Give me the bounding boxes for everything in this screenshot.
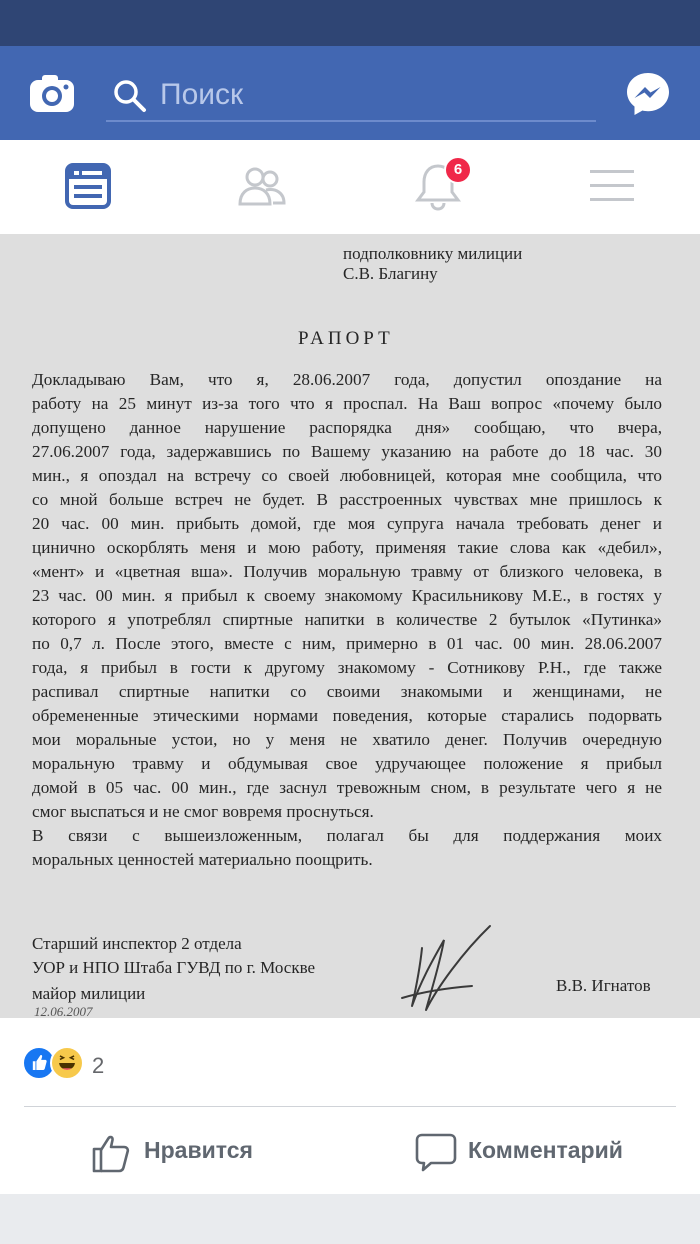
body-line: моральных ценностей материально поощрить. — [32, 850, 373, 869]
body-line: 23 час. 00 мин. я прибыл к своему знакомому Красильникову М.Е., в гостях у — [32, 586, 662, 605]
body-line: по 0,7 л. После этого, вместе с ним, примерно в 01 час. 00 мин. 28.06.2007 — [32, 634, 662, 653]
post-footer — [0, 1018, 700, 1194]
reaction-count: 2 — [92, 1053, 105, 1078]
body-line: допущено данное нарушение распорядка дня» сообщаю, что вчера, — [32, 418, 662, 437]
divider — [24, 1106, 676, 1107]
feed-background — [0, 1194, 700, 1244]
body-line: смог выспаться и не смог вовремя проснуться. — [32, 802, 374, 821]
comment-icon — [414, 1130, 458, 1174]
tab-friends-icon[interactable] — [236, 160, 288, 212]
body-line: 20 час. 00 мин. прибыть домой, где моя супруга начала требовать денег и — [32, 514, 662, 533]
body-line: В связи с вышеизложенным, полагал бы для поддержания моих — [32, 826, 662, 845]
tab-menu-icon[interactable] — [586, 160, 638, 212]
signature-title-line: УОР и НПО Штаба ГУВД по г. Москве — [32, 958, 316, 977]
search-icon — [112, 78, 148, 114]
like-label: Нравится — [144, 1137, 253, 1163]
body-line: «мент» и «цветная вша». Получив моральную травму от близкого человека, в — [32, 562, 662, 581]
search-placeholder: Поиск — [160, 78, 244, 111]
body-line: 27.06.2007 года, задержавшись по Вашему указанию на работе до 18 час. 30 — [32, 442, 662, 461]
signature-title-line: майор милиции — [32, 984, 146, 1003]
notifications-badge: 6 — [444, 156, 472, 184]
address-line: подполковнику милиции — [343, 244, 523, 263]
document-title: РАПОРТ — [298, 328, 394, 349]
top-bar — [0, 46, 700, 140]
search-input[interactable] — [106, 68, 596, 122]
comment-label: Комментарий — [468, 1137, 623, 1163]
body-line: распивал спиртные напитки со своими знакомыми и женщинами, не — [32, 682, 662, 701]
body-line: цинично оскорблять меня и мою работу, применяя такие слова как «дебил», — [32, 538, 662, 557]
body-line: года, я прибыл в гости к другому знакомому - Сотникову Р.Н., где также — [32, 658, 662, 677]
body-line: обремененные этическими нормами поведения, которые старались подорвать — [32, 706, 662, 725]
signer-name: В.В. Игнатов — [556, 976, 651, 995]
body-line: которого я употреблял спиртные напитки в количестве 2 бутылок «Путинка» — [32, 610, 662, 629]
report-document — [0, 234, 700, 1018]
signature-title-line: Старший инспектор 2 отдела — [32, 934, 242, 953]
body-line: мои моральные устои, но у меня не хватило денег. Получив очередную — [32, 730, 662, 749]
body-line: Докладываю Вам, что я, 28.06.2007 года, допустил опоздание на — [32, 370, 662, 389]
tab-bar — [0, 140, 700, 234]
body-line: домой в 05 час. 00 мин., где заснул тревожным сном, в результате чего я не — [32, 778, 662, 797]
address-line: С.В. Благину — [343, 264, 438, 283]
like-button[interactable] — [90, 1128, 270, 1176]
post-photo[interactable] — [0, 234, 700, 1018]
tab-news-feed-icon[interactable] — [62, 160, 114, 212]
comment-button[interactable] — [414, 1128, 650, 1176]
handwritten-signature — [392, 918, 502, 1018]
haha-reaction-icon — [50, 1046, 84, 1080]
messenger-icon[interactable] — [624, 70, 672, 118]
status-bar — [0, 0, 700, 46]
handwritten-date: 12.06.2007 — [34, 1004, 93, 1018]
body-line: мин., я опоздал на встречу со своей любовницей, которая мне сообщила, что — [32, 466, 662, 485]
camera-icon[interactable] — [28, 72, 76, 114]
thumbs-up-icon — [90, 1130, 134, 1174]
body-line: работу на 25 минут из-за того что я проспал. На Ваш вопрос «почему было — [32, 394, 662, 413]
body-line: со мной больше встреч не будет. В расстроенных чувствах мне пришлось к — [32, 490, 662, 509]
body-line: моральную травму и обдумывая свое удручающее положение я прибыл — [32, 754, 662, 773]
